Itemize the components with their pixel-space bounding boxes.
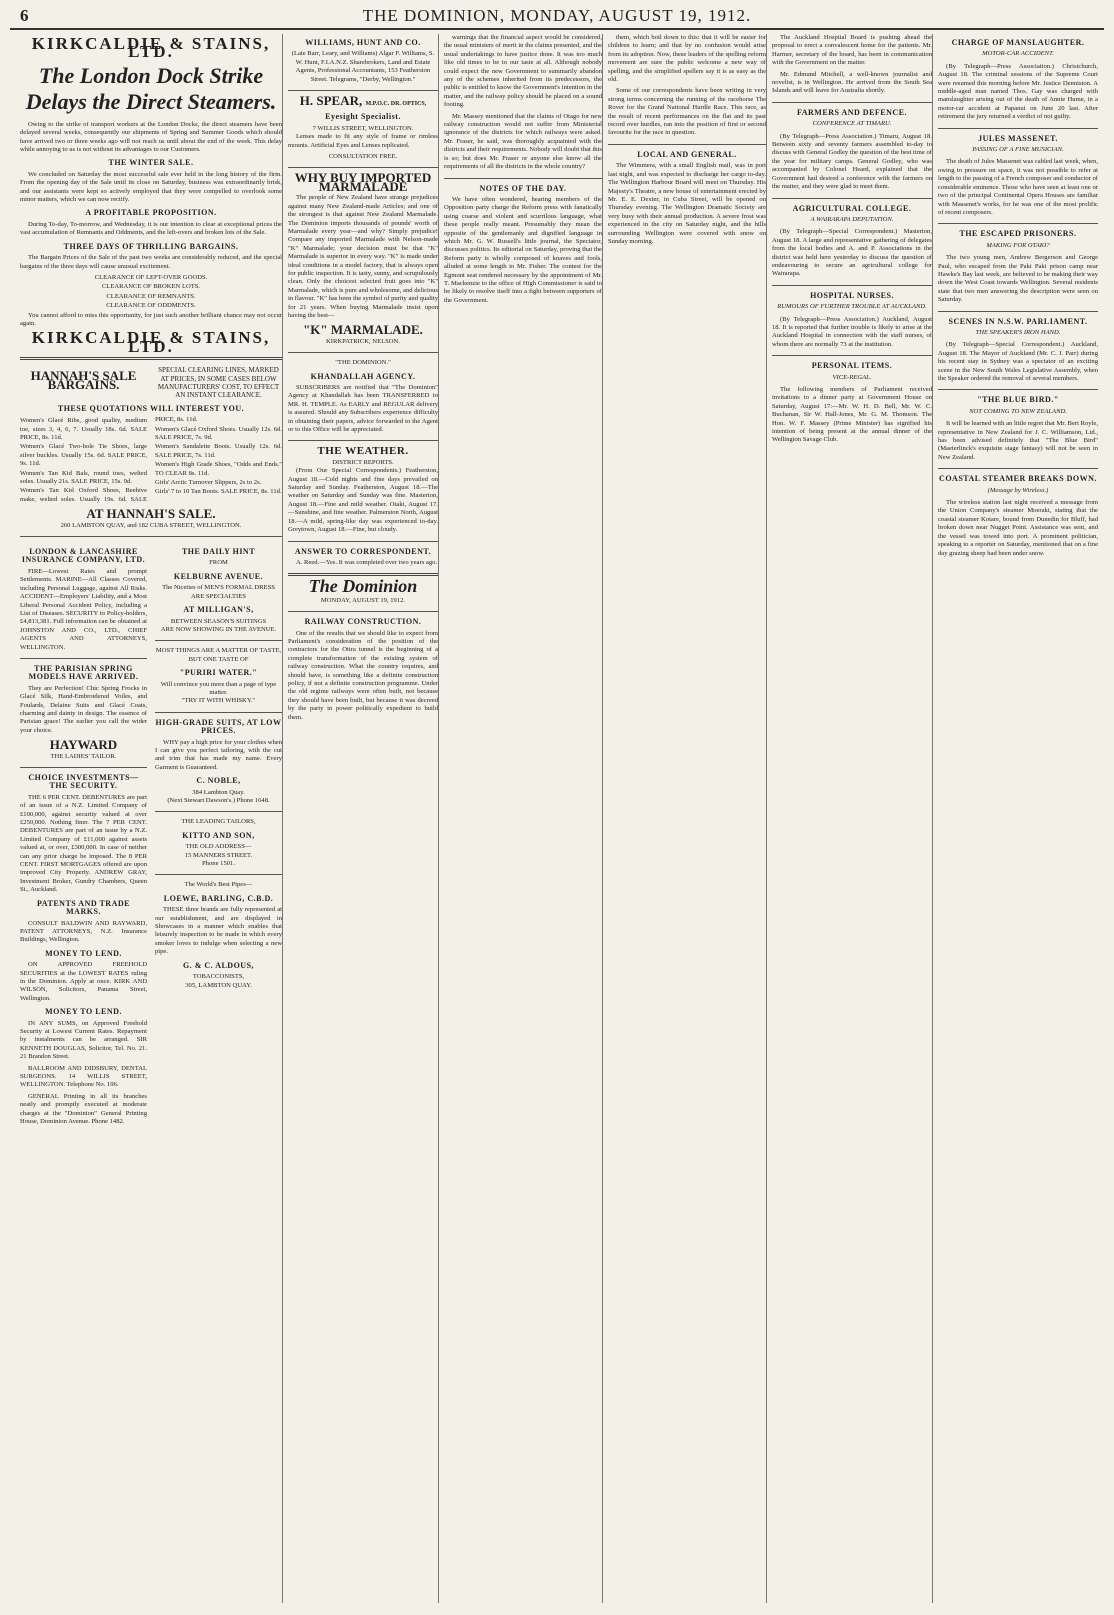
divider [772,102,932,103]
article-text: them, which boil down to this: that it will be easier for children to learn; and that by no confusion would arise from its adoption. Now, these leaders of the spelling reform movement are sure the public welcome a new way of spelling, and the simplified spellers say it is as easy as the old. [608,34,766,84]
suits-heading: HIGH-GRADE SUITS, AT LOW PRICES. [155,717,282,736]
divider [444,178,602,179]
paper-name: The Dominion [308,576,418,597]
spear-consult: CONSULTATION FREE. [328,153,398,161]
column-3 [444,34,603,1603]
column-4 [608,34,767,1603]
divider [288,167,438,168]
winter-sale-text: We concluded on Saturday the most successful sale ever held in the long history of the firm. From the opening day of the Sale until its close on Saturday, business was extraordinarily brisk, and our assistants were kept so actively employed that they were compelled to overlook some minor matters, which we can now rectify. [20,170,282,204]
money-text: ON APPROVED FREEHOLD SECURITIES at the LOWEST RATES ruling in the Dominion. Apply at once. KIRK AND WILSON, Solicitors, Panama Street, Wellington. [20,961,147,1002]
divider [155,874,282,875]
taste-text: MOST THINGS ARE A MATTER OF TASTE, BUT ONE TASTE OF [155,647,282,663]
puriri-water: "PURIRI WATER." [179,668,258,678]
money-heading: MONEY TO LEND. [45,948,122,958]
spear-text: Lenses made to fit any style of frame or rimless mounts. Artificial Eyes and Lenses replicated. [288,133,438,149]
divider [938,311,1098,312]
article-text: warnings that the financial aspect would be considered, the usual ministers of merit in the claims presented, and the usual undertakings to have justice done. It was too much like old times to be to our taste at all. Although nobody could expect the new Government to summarily abandon any of the schemes inherited from its predecessors, the public is entitled to know the Government's intention in the matter, and the railway policy should be placed on a sound footing. [444,34,602,109]
kitto-sub: THE OLD ADDRESS— [185,843,252,851]
nurses-text: (By Telegraph—Press Association.) Auckland, August 18. It is reported that further trouble is likely to arise at the Auckland Hospital in connection with the staff nurses, of whom there are normally 73 at the institution. [772,315,932,348]
aldous: G. & C. ALDOUS, [182,960,255,970]
divider [155,712,282,713]
list-item: Women's Sandalette Boots. Usually 12s. 6d. SALE PRICE, 7s. 11d. [155,443,282,459]
nurses-sub: RUMOURS OF FURTHER TROUBLE AT AUCKLAND. [777,303,927,311]
parisian-text: They are Perfection! Chic Spring Frocks in Glacé Silk, Hand-Embroidered Voiles, and Foulards, Delaine Suits and Glacé Coats, charming and dainty in design. The essence of Parisian grace! The earlier you call the wider your choice. [20,684,147,734]
hayward: HAYWARD [49,737,118,753]
between-seasons: BETWEEN SEASON'S SUITINGS [170,617,267,625]
divider [288,611,438,612]
article-text: Mr. Massey mentioned that the claims of Otago for new railway construction would not suffer from Ministerial ignorance of the districts for which railways were asked. Mr. Fraser, he said, was thoroughly acquainted with the districts and their requirements. Nobody will doubt that this is so; but does Mr. Fraser or anyone else know all the requirements of all the districts in the whole country? [444,112,602,171]
coastal-heading: COASTAL STEAMER BREAKS DOWN. [939,474,1097,484]
notes-heading: NOTES OF THE DAY. [479,183,567,193]
winter-sale-heading: THE WINTER SALE. [108,158,194,168]
dental-text: BALLROOM AND DIDSBURY, DENTAL SURGEONS. 14 WILLIS STREET, WELLINGTON. Telephone No. 196. [20,1064,147,1089]
local-text: The Wimmera, with a small English mail, was in port last night, and was expected to discharge her cargo to-day. The Wellington Harbour Board will meet on Thursday. His Majesty's Theatre, a new house of entertainment erected by Mr. E. E. Dexter, in Cuba Street, will be opened on Thursday evening. The Wellington Dramatic Society are very busy with their annual production. A severe frost was experienced in the city on Saturday night, and the hills surrounding Wellington were covered with snow on Sunday morning. [608,162,766,245]
manslaughter-sub: MOTOR-CAR ACCIDENT. [982,50,1054,58]
khandallah-text: SUBSCRIBERS are notified that "The Dominion" Agency at Khandallah has been TRANSFERRED to MR. H. TEMPLE. As EARLY and REGULAR delivery is assured. Should any Subscribers experience difficulty in obtaining their papers, advice forwarded to the Agent or to this Office will be appreciated. [288,384,438,434]
spear-name: H. SPEAR, [299,93,363,109]
article-text: Some of our correspondents have been writing in very strong terms concerning the running of the racehorse The Rover for the Grand National Hurdle Race. This race, as the result of recent performances on the flat and its past record over hurdles, ran into the position of first or second favourite for the race in question. [608,87,766,137]
whisky-line: "TRY IT WITH WHISKY." [181,697,256,705]
newspaper-title: THE DOMINION, MONDAY, AUGUST 19, 1912. [362,6,752,25]
money2-text: IN ANY SUMS, on Approved Freehold Security at Lowest Current Rates. Repayment by instalments can be arranged. SIR KENNETH DOUGLAS, Solicitor, Tel. No. 21. 21 Brandon Street. [20,1019,147,1061]
dock-strike-heading: The London Dock Strike Delays the Direct Steamers. [25,62,277,114]
massenet-sub: PASSING OF A FINE MUSICIAN. [972,146,1064,154]
column-2 [288,34,439,1603]
personal-heading: PERSONAL ITEMS. [811,361,893,371]
divider [772,198,932,199]
noble-address: 384 Lambton Quay. [192,788,245,796]
coastal-sub: (Message by Wireless.) [987,486,1049,494]
weather-heading: THE WEATHER. [317,445,409,458]
k-marmalade: "K" MARMALADE. [303,322,423,338]
manslaughter-text: (By Telegraph—Press Association.) Christchurch, August 18. The criminal sessions of the Supreme Court were resumed this morning before Mr. Justice Denniston. A middle-aged man named Thos. Gay was charged with manslaughter arising out of the death of Annie Hume, in a motor-car accident at Papanui on June 20 last. After retirement the jury returned a verdict of not guilty. [938,62,1098,121]
pipes-heading: The World's Best Pipes— [184,881,253,889]
massenet-heading: JULES MASSENET. [978,133,1058,143]
answer-heading: ANSWER TO CORRESPONDENT. [294,546,432,556]
divider [772,355,932,356]
divider [938,223,1098,224]
spear-address: 7 WILLIS STREET, WELLINGTON. [312,124,414,132]
farmers-sub: CONFERENCE AT TIMARU. [812,120,892,128]
hannah-address: 260 LAMBTON QUAY, and 182 CUBA STREET, WELLINGTON. [60,521,242,529]
farmers-text: (By Telegraph—Press Association.) Timaru, August 18. Between sixty and seventy farmers assembled to-day to discuss with General Godley the question of the best time of the year for military camps. General Godley, who was accompanied by Colonel Heard, explained that the Government had desired a conference with the farmers on the matter, and they were glad to meet them. [772,132,932,191]
profitable-text: During To-day, To-morrow, and Wednesday, it is our intention to clear at exceptional prices the vast accumulation of Remnants and Oddments, and the left-overs and broken lots of the Sale. [20,220,282,237]
dominion-small: "THE DOMINION." [335,359,391,367]
answer-text: A. Reed.—Yes. It was completed over two years ago. [296,558,438,566]
nsw-text: (By Telegraph—Special Correspondent.) Auckland, August 18. The Mayor of Auckland (Mr. C. J. Parr) during his recent stay in Sydney was a spectator of an exciting scene in the New South Wales Legislative Assembly, when the Speaker ordered the removal of several members. [938,341,1098,382]
column-5 [772,34,933,1603]
divider [288,440,438,441]
agri-text: (By Telegraph—Special Correspondent.) Masterton, August 18. A large and representative gathering of delegates from the local bodies and A. and P. Associations in the district was held here yesterday to discuss the question of endeavouring to secure an agricultural college for Wairarapa. [772,228,932,278]
divider [288,352,438,353]
list-item: Girls' Arctic Turnover Slippers, 2s to 2s. [155,479,262,487]
nurses-heading: HOSPITAL NURSES. [810,290,894,300]
hint-text: The Niceties of MEN'S FORMAL DRESS ARE SPECIALTIES [162,584,275,600]
escaped-heading: THE ESCAPED PRISONERS. [959,229,1077,239]
williams-heading: WILLIAMS, HUNT AND CO. [305,38,421,47]
kitto-address: 15 MANNERS STREET. [184,851,253,859]
hannah-header-row [20,366,282,400]
clearance-item: CLEARANCE OF LEFT-OVER GOODS. [94,273,208,281]
divider [938,128,1098,129]
clearance-item: CLEARANCE OF REMNANTS. [106,292,196,300]
massenet-text: The death of Jules Massenet was cabled last week, when, owing to pressure on space, it was not possible to refer at length to the passing of a French composer and conductor of considerable eminence. Those who have seen at least one or two of the principal Continental Opera Houses are familiar with Massenet's works, for he was one of the most prolific of recent composers. [938,158,1098,216]
dock-strike-text: Owing to the strike of transport workers at the London Docks, the direct steamers have been delayed several weeks, consequently our shipments of Spring and Summer Goods which should have arrived two or three weeks ago will not reach us until about the end of the week. This delay while annoying to us is not without its advantages to our Customers. [20,120,282,154]
spear-title: Eyesight Specialist. [325,112,401,122]
three-days-text: The Bargain Prices of the Sale of the past two weeks are considerably reduced, and the special bargains of the three days will cause unusual excitement. [20,254,282,270]
list-item: Women's Glacé Two-hole Tie Shoes, large silver buckles. Usually 15s. 6d. SALE PRICE, 9s. 11d. [20,443,147,468]
patents-heading: PATENTS AND TRADE MARKS. [37,898,130,917]
local-heading: LOCAL AND GENERAL. [637,149,737,159]
pipes-text: THESE three brands are fully represented at our establishment, and are displayed in Showcases in a manner which enables that leisurely inspection to be made in which every smoker loves to indulge when selecting a new pipe. [155,906,282,956]
printing-text: GENERAL Printing in all its branches neatly and promptly executed at moderate charges at the "Dominion" General Printing House, Dominion Avenue. Phone 1482. [20,1092,147,1126]
noble-note: (Next Stewart Dawson's.) Phone 1648. [167,797,270,804]
invest-heading: CHOICE INVESTMENTS—THE SECURITY. [28,773,139,791]
nsw-sub: THE SPEAKER'S IRON HAND. [975,328,1061,336]
insurance-heading: LONDON & LANCASHIRE INSURANCE COMPANY, LTD. [21,547,146,565]
blue-bird-text: It will be learned with an little regret that Mr. Bert Royle, representative in New Zealand for J. C. Williamson, Ltd., has been advised definitely that "The Blue Bird" (Maeterlinck's exquisite stage fantasy) will not be seen in New Zealand. [938,420,1098,461]
article-text: The Auckland Hospital Board is pushing ahead the proposal to erect a convalescent home for the patients. Mr. Harmer, secretary of the board, has been in communication with the Government on the matter. [772,34,932,67]
patents-text: CONSULT BALDWIN AND RAYWARD, PATENT ATTORNEYS, N.Z. Insurance Buildings, Wellington. [20,919,147,944]
money2-heading: MONEY TO LEND. [45,1007,122,1017]
divider [20,357,282,360]
profitable-heading: A PROFITABLE PROPOSITION. [85,208,217,218]
nsw-heading: SCENES IN N.S.W. PARLIAMENT. [948,316,1088,326]
article-text: Mr. Edmund Mitchell, a well-known journalist and novelist, is in Wellington. He arrived from the South Sea Islands and will leave for Australia shortly. [772,70,932,95]
kitto: KITTO AND SON, [182,830,255,840]
coastal-text: The wireless station last night received a message from the Union Company's steamer Moeraki, stating that the coastal steamer Kotare, bound from Dunedin for Bluff, had broken down near Nugget Point. Assistance was sent, and the vessel was towed into port. A prominent politician, speaking to a reporter on Saturday, mentioned that on a fine day grazing sheep had been under snow. [938,499,1098,557]
ads-row [20,543,282,1129]
divider [288,541,438,542]
k-place: KIRKPATRICK, NELSON. [326,337,400,345]
milligan: AT MILLIGAN'S, [183,605,254,615]
list-item: Women's High Grade Shoes, "Odds and Ends." TO CLEAR 8s. 11d. [155,461,282,477]
now-showing: ARE NOW SHOWING IN THE AVENUE. [160,625,277,633]
kelburne-avenue: KELBURNE AVENUE. [173,571,264,581]
clearance-list [20,274,282,311]
kirkcaldie-footer: KIRKCALDIE & STAINS, LTD. [31,328,271,356]
list-item: Women's Glacé Oxford Shoes. Usually 12s. 6d. SALE PRICE, 7s. 9d. [155,425,282,441]
divider [938,389,1098,390]
blue-bird-heading: "THE BLUE BIRD." [977,395,1059,405]
manslaughter-heading: CHARGE OF MANSLAUGHTER. [951,38,1085,47]
clearance-item: CLEARANCE OF ODDMENTS. [106,302,196,310]
kitto-phone: Phone 1501. [202,860,235,868]
ads-right [155,543,282,1129]
hannah-heading: HANNAH'S SALE BARGAINS. [30,368,137,392]
daily-hint-heading: THE DAILY HINT [181,547,256,557]
puriri-text: Will convince you more than a page of type matter. [160,680,277,696]
spear-heading [288,93,438,109]
blue-bird-sub: NOT COMING TO NEW ZEALAND. [969,407,1067,415]
list-item: Women's Tan Kid Bals, round toes, welted soles. Usually 21s. SALE PRICE, 15s. 9d. [20,469,147,486]
escaped-sub: MAKING FOR OTAKI? [986,241,1050,249]
spear-letters: M.P.O.C. DR. OPTICS, [365,101,427,108]
masthead [10,6,1104,30]
railway-text: One of the results that we should like to expect from Parliament's consideration of the position of the contractors for the Otira tunnel is the beginning of a complete transformation of the existing system of railway construction. What the country requires, and should have, is something like a definite construction policy, if not a definite construction programme. Under the old regime railways were often built, not because they should have been built, but because it was decreed by the party in power politically expedient to build them. [288,629,438,721]
marmalade-heading: WHY BUY IMPORTED MARMALADE [294,170,432,194]
divider [155,640,282,641]
clearance-note: You cannot afford to miss this opportunity, for just such another brilliant chance may not occur again. [20,311,282,327]
leading-tailors: THE LEADING TAILORS, [181,818,256,826]
clearance-item: CLEARANCE OF BROKEN LOTS. [101,283,201,291]
column-6 [938,34,1098,1603]
ads-left [20,543,147,1129]
suits-text: WHY pay a high price for your clothes when I can give you perfect tailoring, with the cut and trim that has made my name. Every Garment is Guaranteed. [155,738,282,771]
paper-date: MONDAY, AUGUST 19, 1912. [320,596,406,604]
invest-text: THE 6 PER CENT. DEBENTURES are part of an issue of a N.Z. Limited Company of £100,000, against security valued at over £250,000. Nothing finer. The 7 PER CENT. DEBENTURES are part of an issue by a N.Z. Limited Company of £11,000 against assets valued at, or over, £300,000. In case of neither can any prior charge be imposed. The 8 PER CENT. FIRST MORTGAGES offered are upon improved City Property. ANDREW GRAY, Investment Broker, Gundry Chambers, Queen St., Auckland. [20,793,147,894]
divider [938,468,1098,469]
hannah-sale: AT HANNAH'S SALE. [86,506,216,522]
list-item: Women's Tan Kid Oxford Shoes, Beehive make, welted soles. Usually 19s. 6d. SALE PRICE, 8s. 11d. [20,416,198,503]
divider [155,811,282,812]
page-number: 6 [20,6,29,25]
williams-text: (Late Barr, Leary, and Williams) Algar F. Williams, S. W. Hunt, F.I.A.N.Z. Sharebrokers, Land and Estate Agents, Professional Accountants, 153 Featherston Street. Telegrams, "Derby, Wellington." [291,50,435,83]
daily-hint-from: FROM [209,559,228,567]
insurance-text: FIRE—Lowest Rates and prompt Settlements. MARINE—All Classes Covered, including Personal Luggage, against All Risks. ACCIDENT—Employers' Liability, and a Most Liberal Personal Accident Policy, including a List of Diseases. SECURITY to Policy-holders, £4,813,381. Full information can be obtained at JOHNSTON AND CO., LTD., CHIEF AGENTS AND ATTORNEYS, WELLINGTON. [20,567,147,651]
railway-heading: RAILWAY CONSTRUCTION. [304,617,422,627]
divider [20,536,282,537]
hannah-items [20,416,282,504]
three-days-heading: THREE DAYS OF THRILLING BARGAINS. [63,241,239,251]
divider [20,767,147,768]
divider [288,90,438,91]
aldous-address: 305, LAMBTON QUAY. [185,981,252,989]
farmers-heading: FARMERS AND DEFENCE. [796,107,908,117]
divider [20,658,147,659]
escaped-text: The two young men, Andrew Bergerson and George Paul, who escaped from the Paki Paki prison camp near Hawke's Bay last week, are believed to be making their way down the West Coast towards Wellington. Several residents state that two men answering the description were seen on Saturday. [938,254,1098,304]
agri-heading: AGRICULTURAL COLLEGE. [792,203,912,213]
quotations-heading: THESE QUOTATIONS WILL INTEREST YOU. [57,403,245,413]
marmalade-text: The people of New Zealand have strange prejudices against many New Zealand-made Articles; and one of the strongest is that against New Zealand Marmalade. The Dominion imports thousands of pounds' worth of Marmalade every year—and why? Simply prejudice! Compare any imported Marmalade with Nelson-made "K" Marmalade; your decision must be that "K" Marmalade is superior in every way. "K" is made under ideal conditions in a model factory, that is always open for public inspection. It is tasty, sunny, and scrupulously clean. Only the choicest selected fruit goes into "K" Marmalade, which is pure and wholesome, and delicious in flavour. "K" has been the symbol of purity and quality for 21 years. When buying Marmalade insist upon having the best— [288,194,438,319]
noble: C. NOBLE, [196,776,241,786]
weather-sub: DISTRICT REPORTS. [332,458,394,466]
agri-sub: A WAIRARAPA DEPUTATION. [810,215,894,223]
notes-text: We have often wondered, hearing members of the Opposition party charge the Reform press with fanatically using coarse and violent and scurrilous language, what these people really meant. Presumably they mean the opposite of the gentlemanly and dignified language in which Mr. G. W. Russell's little journal, the Spectator, discusses politics. Its editorial on Saturday, proving that the Reform party is wholly composed of knaves and fools, alluded at some length to Mr. Fisher. The contest for the Egmont seat rendered necessary by the appointment of Mr. T. Mackenzie to the office of High Commissioner is said to be likely to resolve itself into a fight between supporters of the Government. [444,195,602,304]
vice-regal: VICE-REGAL. [832,373,872,381]
divider [772,285,932,286]
column-1 [20,34,283,1603]
list-item: Girls' 7 to 10 Tan Boots. SALE PRICE, 8s. 11d. [155,488,282,496]
hayward-sub: THE LADIES' TAILOR. [50,752,117,760]
weather-text: (From Our Special Correspondents.) Featherston, August 18.—Cold nights and fine days prevailed on Saturday and Sunday. Featherston, August 18.—The weather on Saturday and Sunday was fine. Masterton, August 18.—Fine and mild weather. Otaki, August 17.—Sunshine, and fine weather. Palmerston North, August 18.—A mild, spring-like day was experienced to-day. Greytown, August 18.—Fine, but cloudy. [288,467,438,534]
khandallah-heading: KHANDALLAH AGENCY. [310,371,416,381]
pipes-brand: LOEWE, BARLING, C.B.D. [163,893,274,903]
hannah-special: SPECIAL CLEARING LINES, MARKED AT PRICES, IN SOME CASES BELOW MANUFACTURERS' COST, TO EFFECT AN INSTANT CLEARANCE. [157,366,280,400]
list-item: Women's Glacé Ribs, good quality, medium toe, sizes 3, 4, 6, 7. Usually 18s. 6d. SALE PRICE, 8s. 11d. [20,417,147,441]
divider [608,144,766,145]
parisian-heading: THE PARISIAN SPRING MODELS HAVE ARRIVED. [28,663,139,682]
kirkcaldie-heading: KIRKCALDIE & STAINS, LTD. [31,34,271,62]
personal-text: The following members of Parliament received invitations to a dinner party at Government House on Saturday, August 17:—Mr. W. H. D. Bell, Mr. W. C. Buchanan, Sir W. Hall-Jones, Mr. G. M. Thomson. The Hon. W. F. Massey (Prime Minister) has signified his intention of being present at the annual dinner of the Wellington Savage Club. [772,386,932,444]
aldous-sub: TOBACCONISTS, [192,973,245,981]
